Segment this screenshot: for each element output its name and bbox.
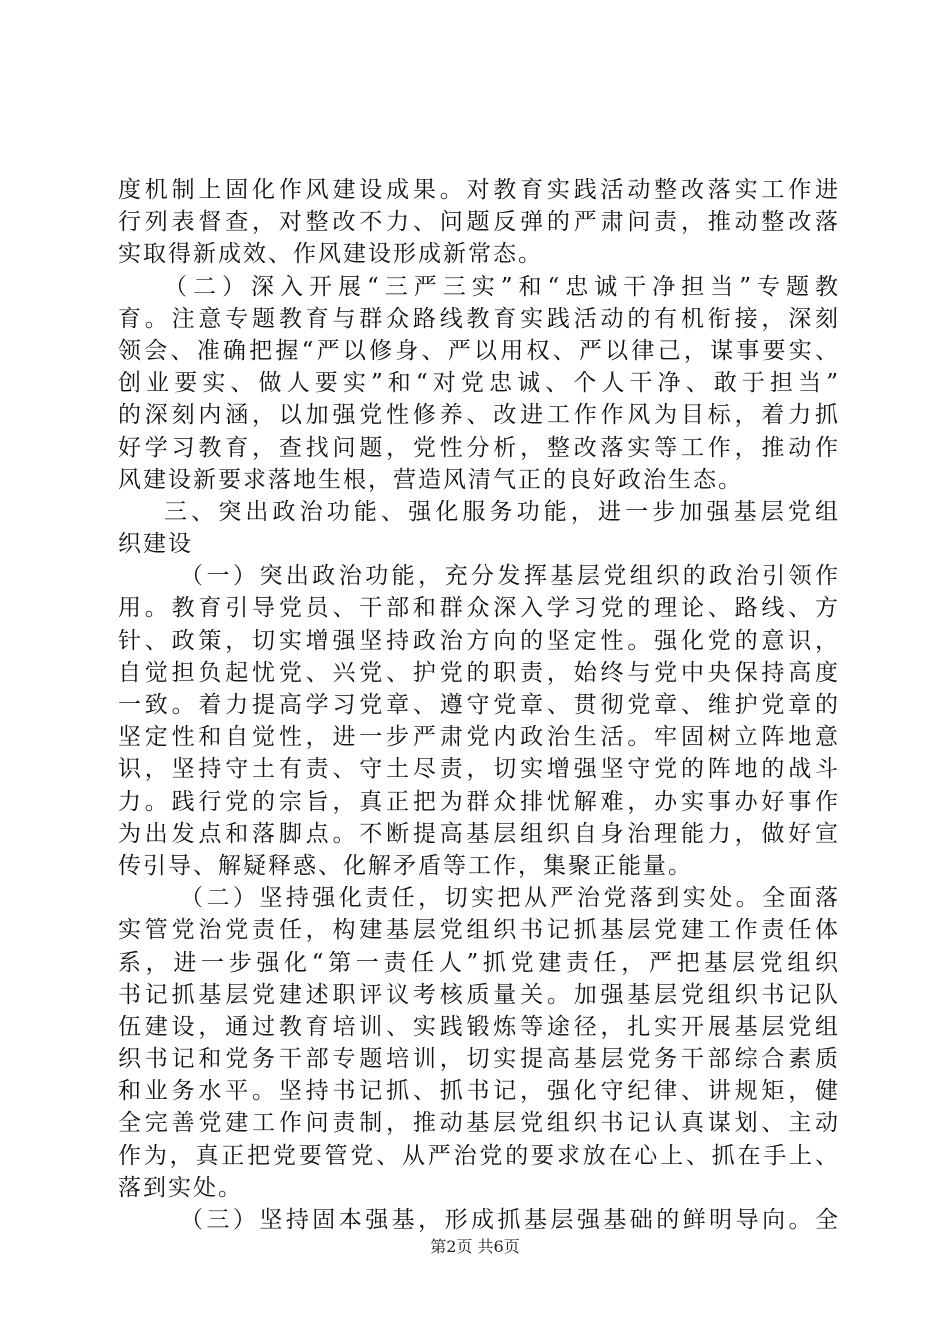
text-line: 自觉担负起忧党、兴党、护党的职责，始终与党中央保持高度 [118,659,838,686]
text-line: 风建设新要求落地生根，营造风清气正的良好政治生态。 [118,466,743,493]
text-line: （二）深入开展“三严三实”和“忠诚干净担当”专题教 [164,273,838,300]
text-line: 实管党治党责任，构建基层党组织书记抓基层党建工作责任体 [118,917,838,944]
text-line: 领会、准确把握“严以修身、严以用权、严以律己，谋事要实、 [118,337,838,364]
section-heading-line: 三、突出政治功能、强化服务功能，进一步加强基层党组 [164,498,838,525]
section-heading-line: 织建设 [118,531,193,558]
text-line: 力。践行党的宗旨，真正把为群众排忧解难，办实事办好事作 [118,788,838,815]
text-line: 针、政策，切实增强坚持政治方向的坚定性。强化党的意识， [118,627,838,654]
text-line: 全完善党建工作问责制，推动基层党组织书记认真谋划、主动 [118,1110,838,1137]
text-line: 育。注意专题教育与群众路线教育实践活动的有机衔接，深刻 [118,305,838,332]
text-line: 为出发点和落脚点。不断提高基层组织自身治理能力，做好宣 [118,820,838,847]
document-body [118,174,838,1236]
text-line: （二）坚持强化责任，切实把从严治党落到实处。全面落 [180,885,838,912]
text-line: 传引导、解疑释惑、化解矛盾等工作，集聚正能量。 [118,852,693,879]
text-line: 用。教育引导党员、干部和群众深入学习党的理论、路线、方 [118,595,838,622]
text-line: 落到实处。 [118,1174,243,1201]
text-line: 坚定性和自觉性，进一步严肃党内政治生活。牢固树立阵地意 [118,724,838,751]
text-line: 伍建设，通过教育培训、实践锻炼等途径，扎实开展基层党组 [118,1013,838,1040]
text-line: （一）突出政治功能，充分发挥基层党组织的政治引领作 [180,563,838,590]
text-line: 作为，真正把党要管党、从严治党的要求放在心上、抓在手上、 [118,1142,838,1169]
text-line: 系，进一步强化“第一责任人”抓党建责任，严把基层党组织 [118,949,838,976]
text-line: 实取得新成效、作风建设形成新常态。 [118,241,543,268]
text-line: 和业务水平。坚持书记抓、抓书记，强化守纪律、讲规矩，健 [118,1078,838,1105]
text-line: （三）坚持固本强基，形成抓基层强基础的鲜明导向。全 [180,1207,838,1233]
text-line: 一致。着力提高学习党章、遵守党章、贯彻党章、维护党章的 [118,692,838,718]
text-line: 识，坚持守土有责、守土尽责，切实增强坚守党的阵地的战斗 [118,756,838,783]
text-line: 度机制上固化作风建设成果。对教育实践活动整改落实工作进 [118,177,838,203]
text-line: 的深刻内涵，以加强党性修养、改进工作作风为目标，着力抓 [118,402,838,429]
text-line: 书记抓基层党建述职评议考核质量关。加强基层党组织书记队 [118,981,838,1008]
text-line: 好学习教育，查找问题，党性分析，整改落实等工作，推动作 [118,434,838,461]
text-line: 创业要实、做人要实”和“对党忠诚、个人干净、敢于担当” [118,370,838,397]
page-number-footer: 第2页 共6页 [430,1237,520,1256]
text-line: 织书记和党务干部专题培训，切实提高基层党务干部综合素质 [118,1046,838,1073]
text-line: 行列表督查，对整改不力、问题反弹的严肃问责，推动整改落 [118,209,838,236]
